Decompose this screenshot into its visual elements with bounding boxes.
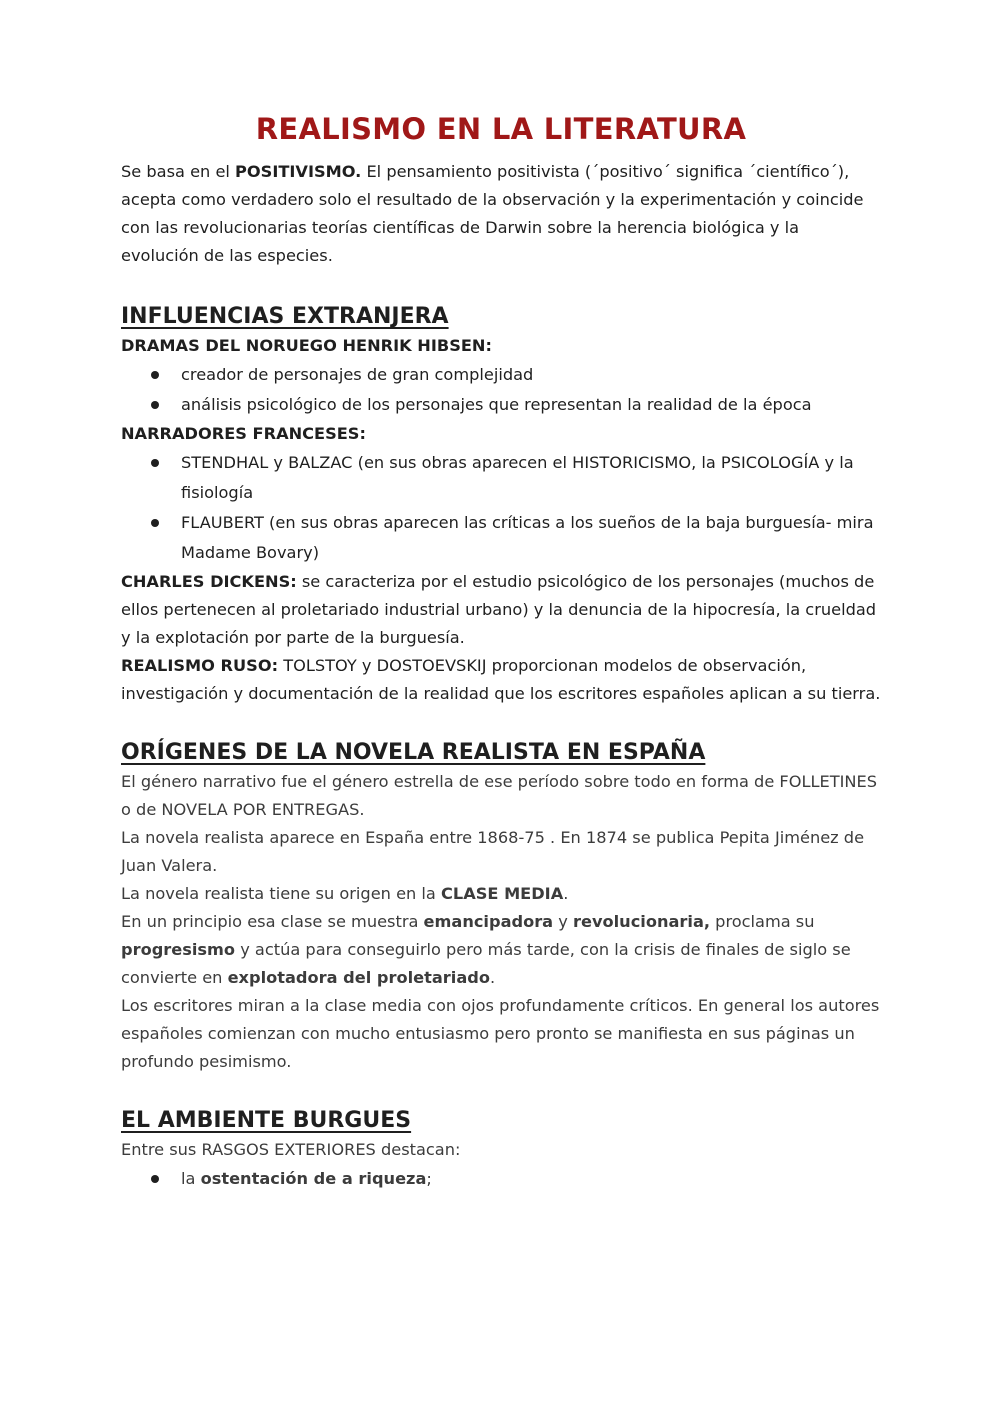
dickens-text: se caracteriza por el estudio psicológico de los personajes (muchos de ellos pertenecen al proletariado industrial urbano) y la denuncia de la hipocresía, la crueldad y la explotación por parte de la burguesía. xyxy=(121,572,877,647)
origenes-p3-post: . xyxy=(563,884,569,903)
list-item xyxy=(121,1164,881,1194)
ibsen-heading: DRAMAS DEL NORUEGO HENRIK HIBSEN: xyxy=(121,336,492,355)
franceses-list xyxy=(121,448,881,568)
origenes-p4-b: emancipadora xyxy=(423,912,554,931)
origenes-p4-c: y xyxy=(553,912,573,931)
list-item-text: STENDHAL y BALZAC (en sus obras aparecen el HISTORICISMO, la PSICOLOGÍA y la fisiología xyxy=(181,453,854,502)
list-item xyxy=(121,448,881,508)
bullet-icon xyxy=(151,519,159,527)
list-item xyxy=(121,390,881,420)
intro-pre: Se basa en el xyxy=(121,162,236,181)
origenes-p4 xyxy=(121,908,881,992)
list-item-text: creador de personajes de gran complejidad xyxy=(181,365,534,384)
origenes-p3-pre: La novela realista tiene su origen en la xyxy=(121,884,441,903)
bullet-icon xyxy=(151,401,159,409)
ambiente-item-pre: la xyxy=(181,1169,201,1188)
origenes-p4-h: explotadora del proletariado xyxy=(227,968,490,987)
ambiente-intro: Entre sus RASGOS EXTERIORES destacan: xyxy=(121,1140,461,1159)
list-item xyxy=(121,508,881,568)
origenes-p4-a: En un principio esa clase se muestra xyxy=(121,912,424,931)
list-item-text: FLAUBERT (en sus obras aparecen las críticas a los sueños de la baja burguesía- mira Madame Bovary) xyxy=(181,513,874,562)
list-item-text: análisis psicológico de los personajes que representan la realidad de la época xyxy=(181,395,812,414)
bullet-icon xyxy=(151,371,159,379)
origenes-p4-f: progresismo xyxy=(121,940,236,959)
ambiente-item-bold: ostentación de a riqueza xyxy=(200,1169,427,1188)
origenes-p4-i: . xyxy=(489,968,496,987)
page-title: REALISMO EN LA LITERATURA xyxy=(255,112,747,146)
dickens-bold: CHARLES DICKENS: xyxy=(121,572,297,591)
section-heading-ambiente: EL AMBIENTE BURGUES xyxy=(121,1108,412,1133)
ruso-paragraph xyxy=(121,652,881,708)
origenes-p3 xyxy=(121,880,881,908)
origenes-p4-d: revolucionaria, xyxy=(573,912,711,931)
ruso-bold: REALISMO RUSO: xyxy=(121,656,279,675)
section-heading-influencias: INFLUENCIAS EXTRANJERA xyxy=(121,304,449,329)
origenes-p1: El género narrativo fue el género estrella de ese período sobre todo en forma de FOLLETINES o de NOVELA POR ENTREGAS. xyxy=(121,772,878,819)
origenes-p3-bold: CLASE MEDIA xyxy=(441,884,564,903)
origenes-p2: La novela realista aparece en España entre 1868-75 . En 1874 se publica Pepita Jiménez de Juan Valera. xyxy=(121,828,865,875)
dickens-paragraph xyxy=(121,568,881,652)
list-item xyxy=(121,360,881,390)
intro-paragraph xyxy=(121,158,881,270)
origenes-p5: Los escritores miran a la clase media con ojos profundamente críticos. En general los autores españoles comienzan con mucho entusiasmo pero pronto se manifiesta en sus páginas un profundo pesimismo. xyxy=(121,996,880,1071)
bullet-icon xyxy=(151,459,159,467)
origenes-p4-g: y actúa para conseguirlo pero más tarde, con la crisis de finales de siglo se convierte en xyxy=(121,940,851,987)
section-heading-origenes: ORÍGENES DE LA NOVELA REALISTA EN ESPAÑA xyxy=(121,740,706,765)
ambiente-item-post: ; xyxy=(426,1169,432,1188)
franceses-heading: NARRADORES FRANCESES: xyxy=(121,424,366,443)
ruso-text: TOLSTOY y DOSTOEVSKIJ proporcionan modelos de observación, investigación y documentación de la realidad que los escritores españoles aplican a su tierra. xyxy=(121,656,881,703)
origenes-p4-e: proclama su xyxy=(710,912,815,931)
bullet-icon xyxy=(151,1175,159,1183)
intro-post: El pensamiento positivista (´positivo´ significa ´científico´), acepta como verdadero solo el resultado de la observación y la experimentación y coincide con las revolucionarias teorías científicas de Darwin sobre la herencia biológica y la evolución de las especies. xyxy=(121,162,864,265)
intro-bold: POSITIVISMO. xyxy=(235,162,362,181)
ibsen-list xyxy=(121,360,881,420)
ambiente-list xyxy=(121,1164,881,1194)
document-content xyxy=(121,112,881,1194)
